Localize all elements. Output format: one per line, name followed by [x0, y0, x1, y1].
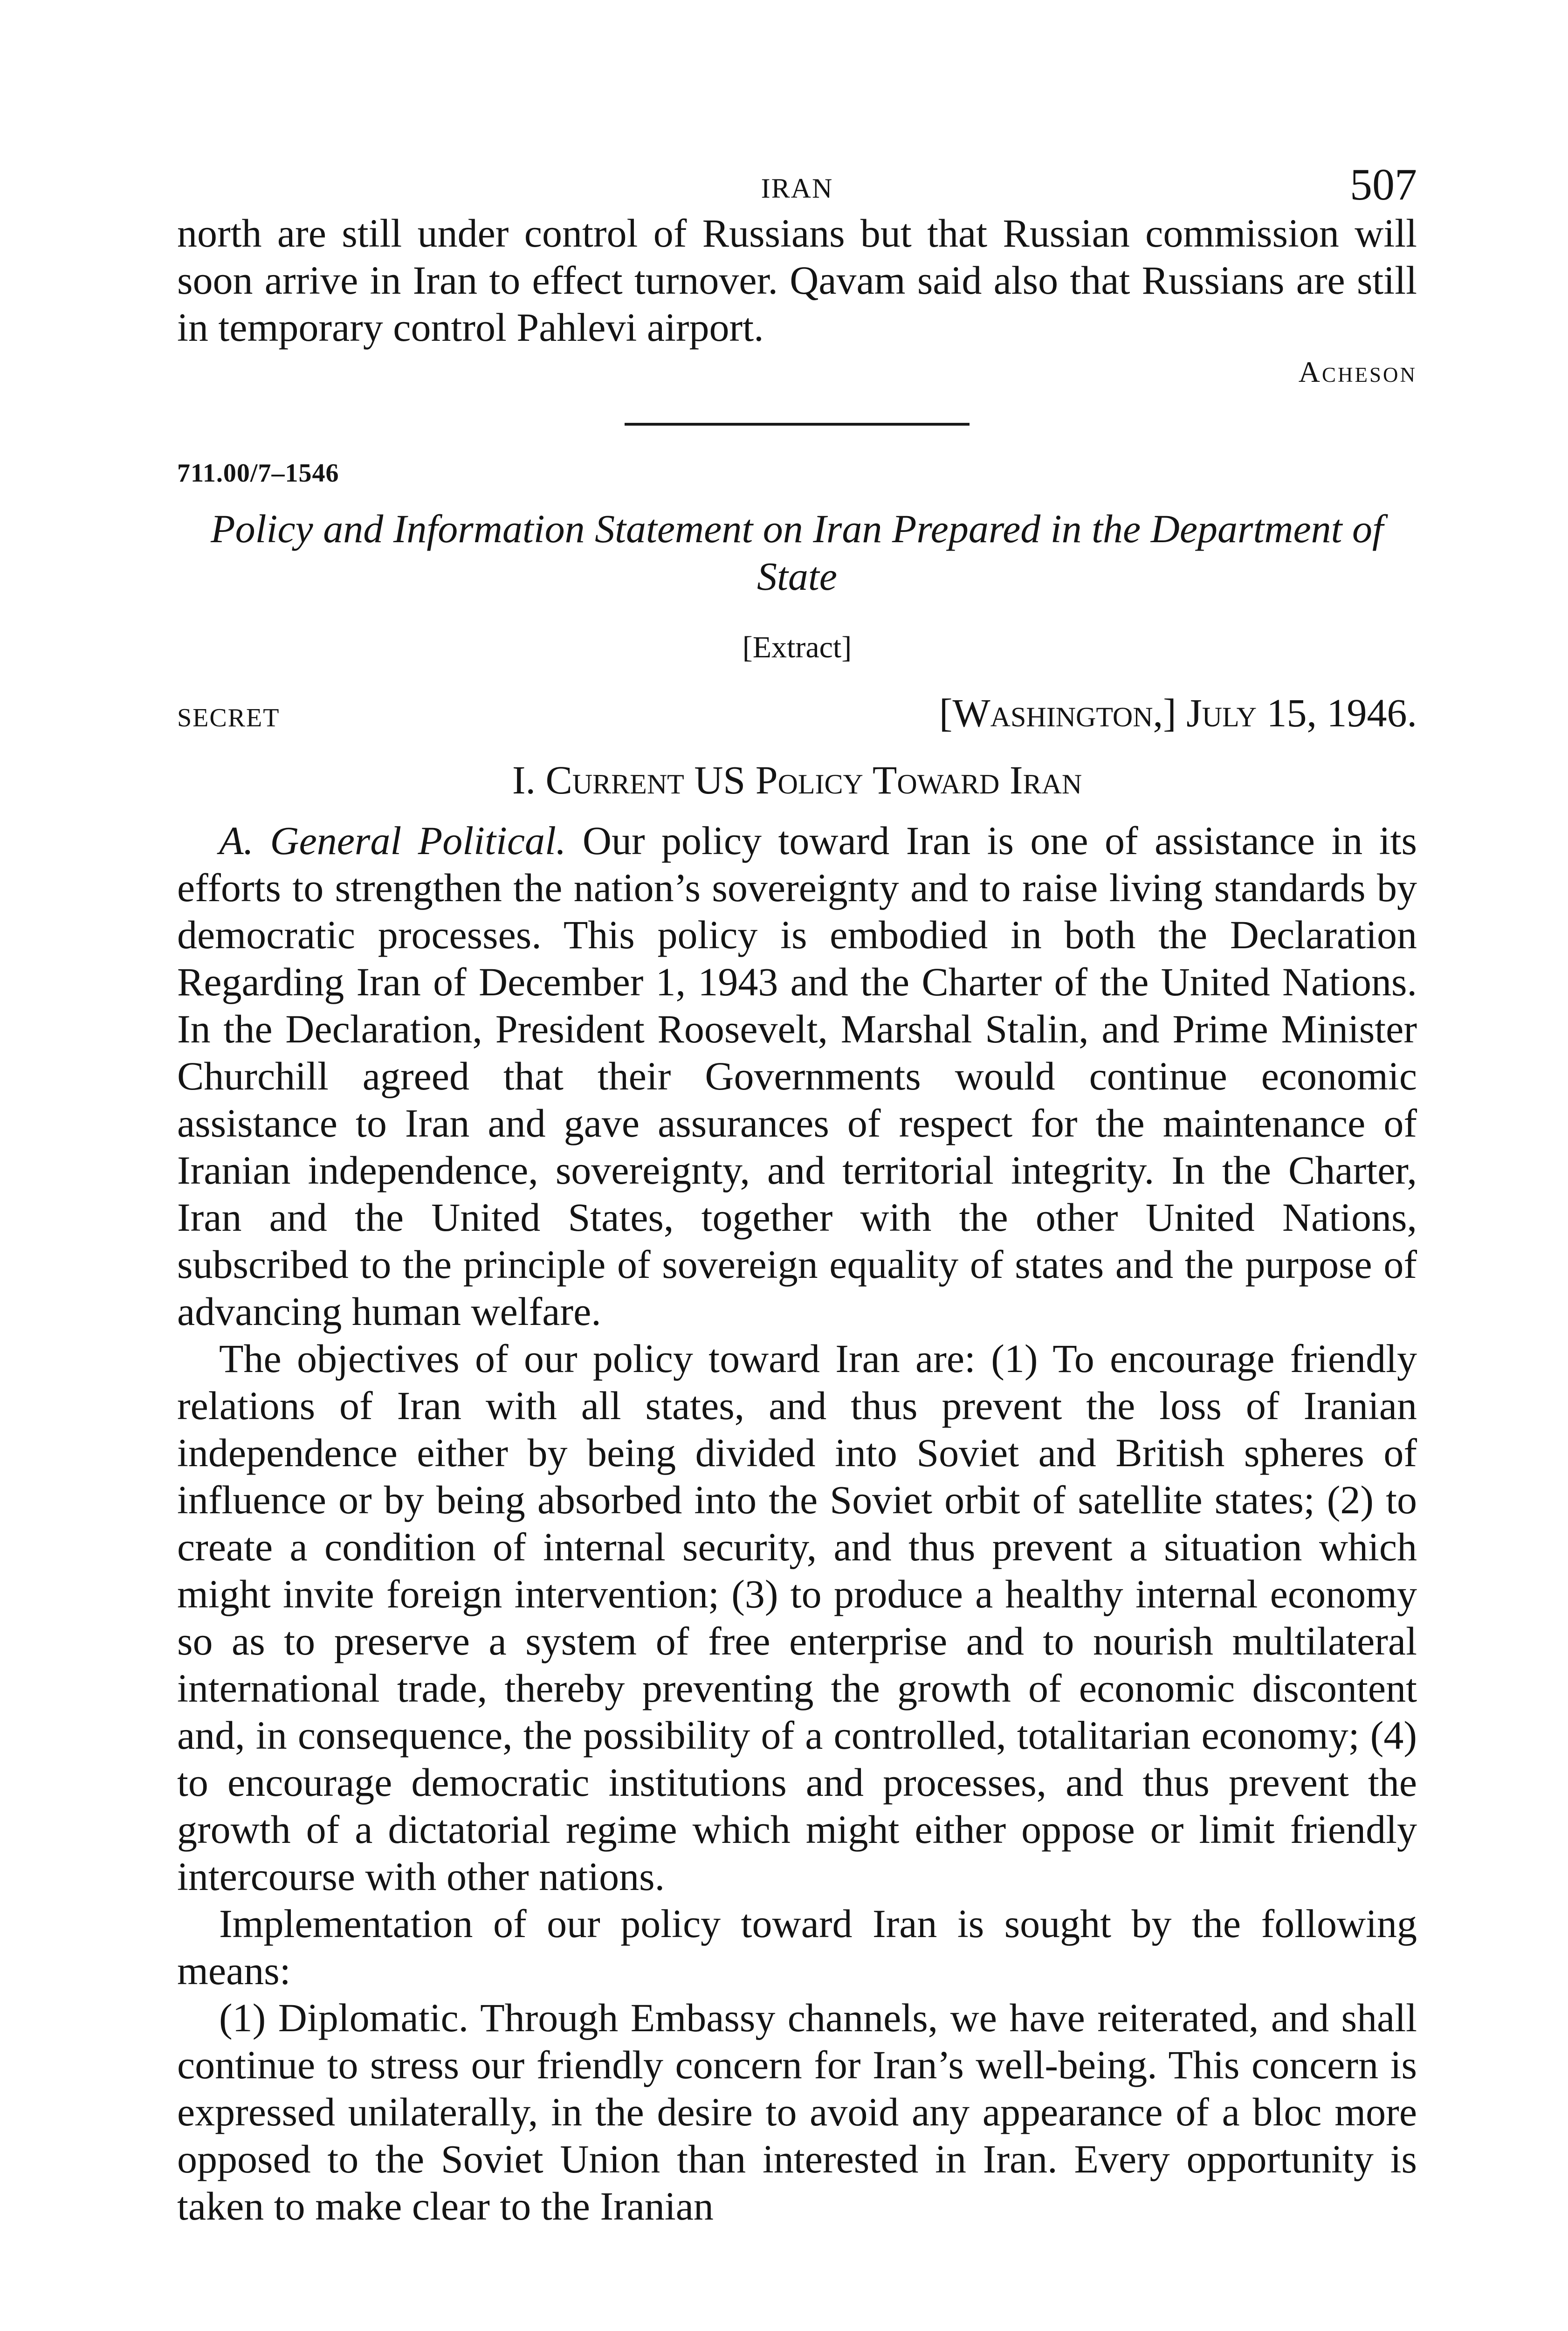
page-number: 507: [1350, 159, 1417, 209]
section-divider: [625, 423, 970, 426]
running-head-title: IRAN: [761, 173, 833, 204]
classification-label: SECRET: [177, 703, 280, 732]
general-political-label: A. General Political.: [219, 818, 566, 863]
section-heading: I. Current US Policy Toward Iran: [512, 758, 1082, 802]
diplomatic-paragraph: (1) Diplomatic. Through Embassy channels, we have reiterated, and shall continue to stress our friendly concern for Iran’s well-being. This concern is expressed unilaterally, in the desire to avoid any appearance of a bloc more opposed to the Soviet Union than interested in Iran. Every opportunity is taken to make clear to the Iranian: [177, 1995, 1417, 2228]
dateline-row: [177, 690, 1417, 736]
general-political-text: Our policy toward Iran is one of assistance in its efforts to strengthen the nation’s sovereignty and to raise living standards by democratic processes. This policy is embodied in both the Declaration Regarding Iran of December 1, 1943 and the Charter of the United Nations. In the Declaration, President Roosevelt, Marshal Stalin, and Prime Minister Churchill agreed that their Governments would continue economic assistance to Iran and gave assurances of respect for the maintenance of Iranian independence, sovereignty, and territorial integrity. In the Charter, Iran and the United States, together with the other United Nations, subscribed to the principle of sovereign equality of states and the purpose of advancing human welfare.: [177, 818, 1417, 1334]
general-political-paragraph: [177, 817, 1417, 1335]
continuation-paragraph: north are still under control of Russians but that Russian commission will soon arrive in Iran to effect turnover. Qavam said also that Russians are still in temporary control Pahlevi airport.: [177, 211, 1417, 350]
objectives-paragraph: The objectives of our policy toward Iran are: (1) To encourage friendly relations of Iran with all states, and thus prevent the loss of Iranian independence either by being divided into Soviet and British spheres of influence or by being absorbed into the Soviet orbit of satellite states; (2) to create a condition of internal security, and thus prevent a situation which might invite foreign intervention; (3) to produce a healthy internal economy so as to preserve a system of free enterprise and to nourish multilateral international trade, thereby preventing the growth of economic discontent and, in consequence, the possibility of a controlled, totalitarian economy; (4) to encourage democratic institutions and processes, and thus prevent the growth of a dictatorial regime which might either oppose or limit friendly intercourse with other nations.: [177, 1336, 1417, 1899]
implementation-paragraph: Implementation of our policy toward Iran is sought by the following means:: [177, 1901, 1417, 1993]
extract-label: [Extract]: [742, 630, 852, 664]
document-title: Policy and Information Statement on Iran Prepared in the Department of State: [211, 506, 1383, 599]
running-head: [177, 159, 1417, 210]
file-number: 711.00/7–1546: [177, 459, 339, 488]
document-page: [177, 159, 1417, 2230]
dateline: [Washington,] July 15, 1946.: [939, 690, 1417, 735]
signature: Acheson: [1298, 355, 1417, 388]
